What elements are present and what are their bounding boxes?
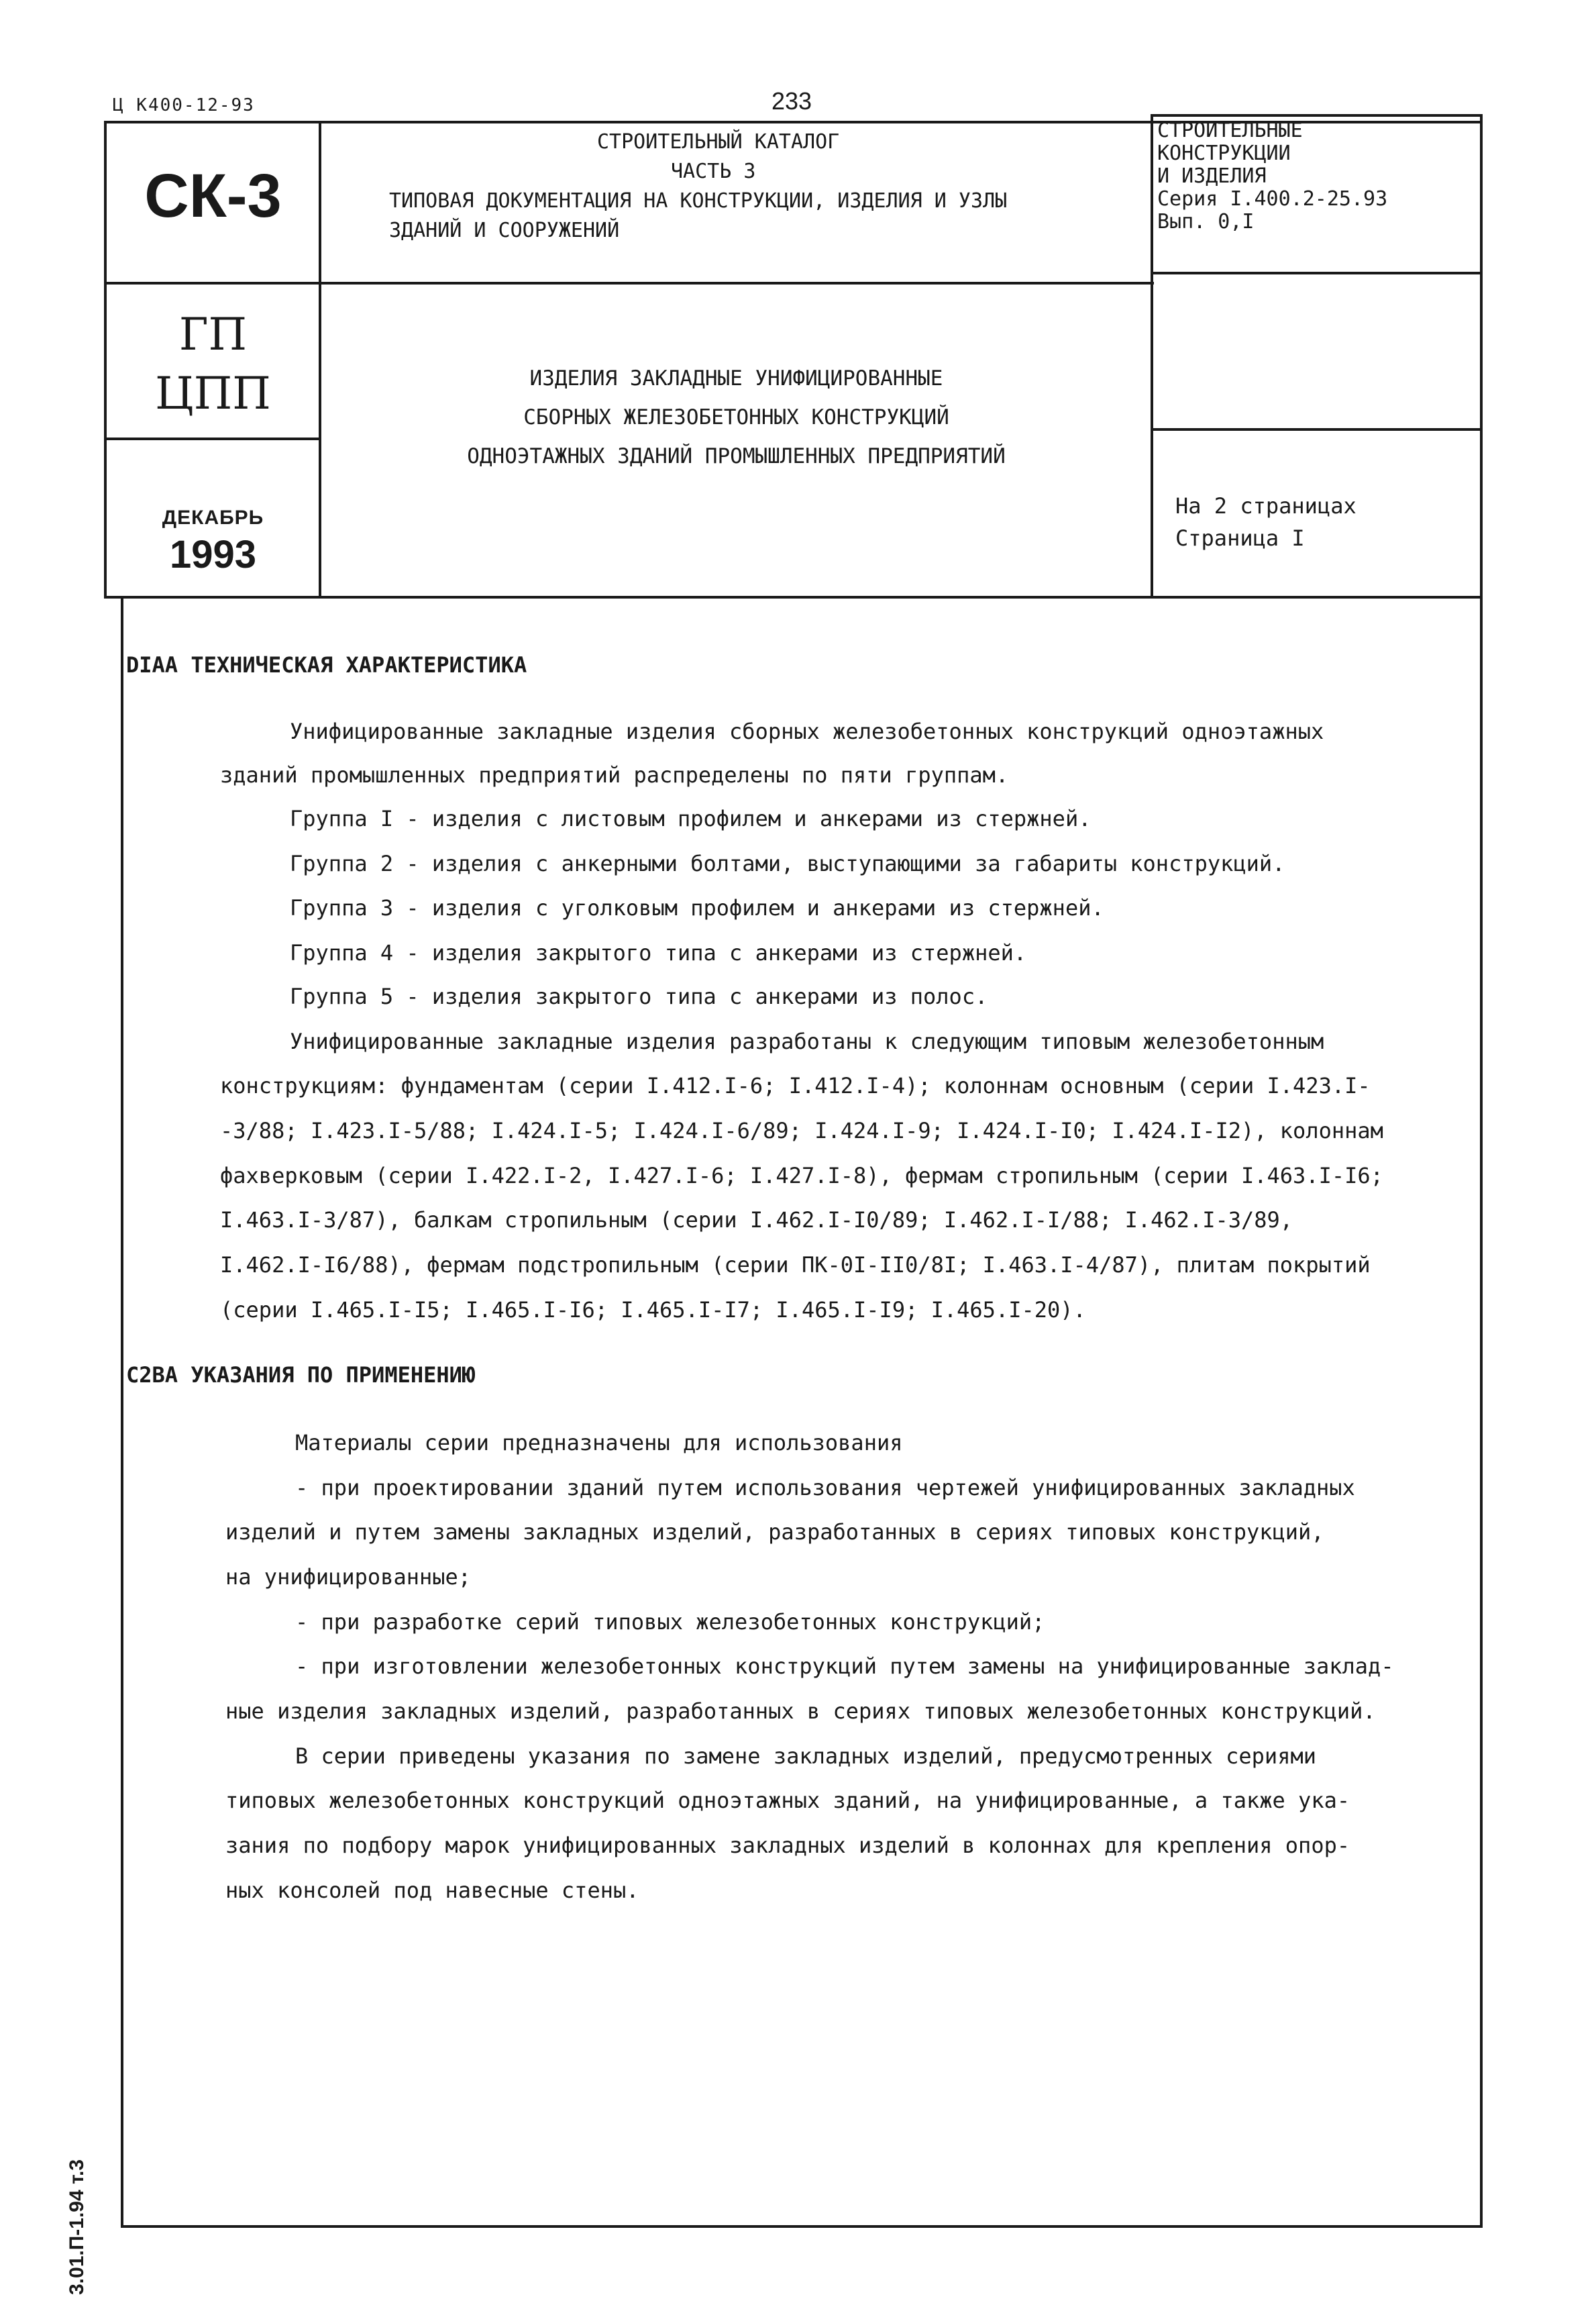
- s1-group-2: Группа 2 - изделия с анкерными болтами, выступающими за габариты конструкций.: [290, 851, 1285, 876]
- s2-line-11: ных консолей под навесные стены.: [225, 1878, 639, 1903]
- issue-number: Вып. 0,I: [1157, 210, 1255, 234]
- section-1-heading: DIAA ТЕХНИЧЕСКАЯ ХАРАКТЕРИСТИКА: [126, 652, 527, 678]
- s2-line-2: - при проектировании зданий путем использования чертежей унифицированных закладных: [295, 1475, 1355, 1500]
- s2-line-6: - при изготовлении железобетонных конструкций путем замены на унифицированные заклад-: [295, 1653, 1394, 1679]
- pages-total: На 2 страницах: [1175, 493, 1356, 519]
- section-line-3: И ИЗДЕЛИЯ: [1157, 164, 1267, 188]
- frame-left-line: [104, 121, 107, 597]
- header-row-line: [104, 282, 1154, 285]
- section-info: [1157, 119, 1479, 234]
- page-count-block: [1175, 490, 1356, 554]
- date-month: ДЕКАБРЬ: [162, 507, 264, 529]
- side-stamp: [59, 2094, 99, 2302]
- s1-line-13: I.462.I-I6/88), фермам подстропильным (серии ПК-0I-II0/8I; I.463.I-4/87), плитам покрытий: [220, 1252, 1371, 1278]
- s1-line-12: I.463.I-3/87), балкам стропильным (серии I.462.I-I0/89; I.462.I-I/88; I.462.I-3/89,: [220, 1207, 1293, 1233]
- catalog-line-4: ЗДАНИЙ И СООРУЖЕНИЙ: [389, 219, 620, 242]
- title-line-2: СБОРНЫХ ЖЕЛЕЗОБЕТОННЫХ КОНСТРУКЦИЙ: [523, 405, 949, 429]
- date-block: [107, 507, 319, 577]
- s1-group-4: Группа 4 - изделия закрытого типа с анкерами из стержней.: [290, 940, 1027, 966]
- organization-block: [107, 305, 319, 423]
- s2-line-1: Материалы серии предназначены для использования: [295, 1430, 903, 1455]
- right-box-line-2: [1151, 428, 1483, 431]
- header-bottom-line: [104, 596, 1483, 599]
- section-line-2: КОНСТРУКЦИИ: [1157, 142, 1291, 165]
- org-line-2: ЦПП: [155, 368, 271, 419]
- body-bottom-line: [121, 2225, 1483, 2228]
- left-box-line-2: [104, 438, 321, 440]
- org-line-1: ГП: [178, 309, 248, 360]
- s2-line-4: на унифицированные;: [225, 1564, 472, 1590]
- s1-group-1: Группа I - изделия с листовым профилем и анкерами из стержней.: [290, 806, 1092, 831]
- date-year: 1993: [169, 533, 257, 576]
- section-2-heading: C2BA УКАЗАНИЯ ПО ПРИМЕНЕНИЮ: [126, 1362, 476, 1388]
- document-code: Ц К400-12-93: [113, 95, 255, 115]
- catalog-line-2: ЧАСТЬ 3: [671, 160, 756, 183]
- frame-right-line: [1480, 114, 1483, 2228]
- body-left-line: [121, 596, 123, 2228]
- catalog-line-1: СТРОИТЕЛЬНЫЙ КАТАЛОГ: [597, 130, 840, 154]
- catalog-line-3: ТИПОВАЯ ДОКУМЕНТАЦИЯ НА КОНСТРУКЦИИ, ИЗДЕЛИЯ И УЗЛЫ: [389, 189, 1008, 213]
- series-number: Серия I.400.2-25.93: [1157, 187, 1388, 211]
- s1-line-10: -3/88; I.423.I-5/88; I.424.I-5; I.424.I-6/89; I.424.I-9; I.424.I-I0; I.424.I-I2), колоннам: [220, 1118, 1383, 1143]
- catalog-code: СК-3: [144, 162, 282, 230]
- s1-group-5: Группа 5 - изделия закрытого типа с анкерами из полос.: [290, 984, 988, 1009]
- s2-line-9: типовых железобетонных конструкций одноэтажных зданий, на унифицированные, а также ука-: [225, 1788, 1350, 1813]
- s2-line-3: изделий и путем замены закладных изделий, разработанных в сериях типовых конструкций,: [225, 1519, 1324, 1545]
- s2-line-8: В серии приведены указания по замене закладных изделий, предусмотренных сериями: [295, 1743, 1316, 1769]
- s2-line-5: - при разработке серий типовых железобетонных конструкций;: [295, 1609, 1045, 1635]
- s1-line-1: Унифицированные закладные изделия сборных железобетонных конструкций одноэтажных: [290, 719, 1324, 744]
- s1-line-2: зданий промышленных предприятий распределены по пяти группам.: [220, 762, 1009, 788]
- left-col-divider: [319, 121, 321, 597]
- page-current: Страница I: [1175, 525, 1305, 551]
- document-title: [322, 359, 1151, 476]
- s2-line-7: ные изделия закладных изделий, разработанных в сериях типовых железобетонных конструкций.: [225, 1698, 1376, 1724]
- right-col-divider: [1151, 114, 1153, 597]
- page-number: 233: [772, 87, 812, 115]
- s1-line-11: фахверковым (серии I.422.I-2, I.427.I-6; I.427.I-8), фермам стропильным (серии I.463.I-I6;: [220, 1163, 1383, 1188]
- side-stamp-text: 3.01.П-1.94 т.3: [66, 2159, 88, 2295]
- catalog-title-block: [376, 127, 1147, 246]
- right-box-line-1: [1151, 272, 1483, 274]
- title-line-1: ИЗДЕЛИЯ ЗАКЛАДНЫЕ УНИФИЦИРОВАННЫЕ: [529, 366, 943, 391]
- s1-line-9: конструкциям: фундаментам (серии I.412.I-6; I.412.I-4); колоннам основным (серии I.423.I-: [220, 1073, 1371, 1098]
- s2-line-10: зания по подбору марок унифицированных закладных изделий в колоннах для крепления опор-: [225, 1833, 1350, 1858]
- s1-line-14: (серии I.465.I-I5; I.465.I-I6; I.465.I-I7; I.465.I-I9; I.465.I-20).: [220, 1297, 1086, 1323]
- title-line-3: ОДНОЭТАЖНЫХ ЗДАНИЙ ПРОМЫШЛЕННЫХ ПРЕДПРИЯТИЙ: [467, 444, 1006, 468]
- s1-group-3: Группа 3 - изделия с уголковым профилем и анкерами из стержней.: [290, 895, 1104, 921]
- right-box-top-line: [1151, 114, 1483, 117]
- section-line-1: СТРОИТЕЛЬНЫЕ: [1157, 119, 1303, 142]
- s1-line-8: Унифицированные закладные изделия разработаны к следующим типовым железобетонным: [290, 1029, 1324, 1054]
